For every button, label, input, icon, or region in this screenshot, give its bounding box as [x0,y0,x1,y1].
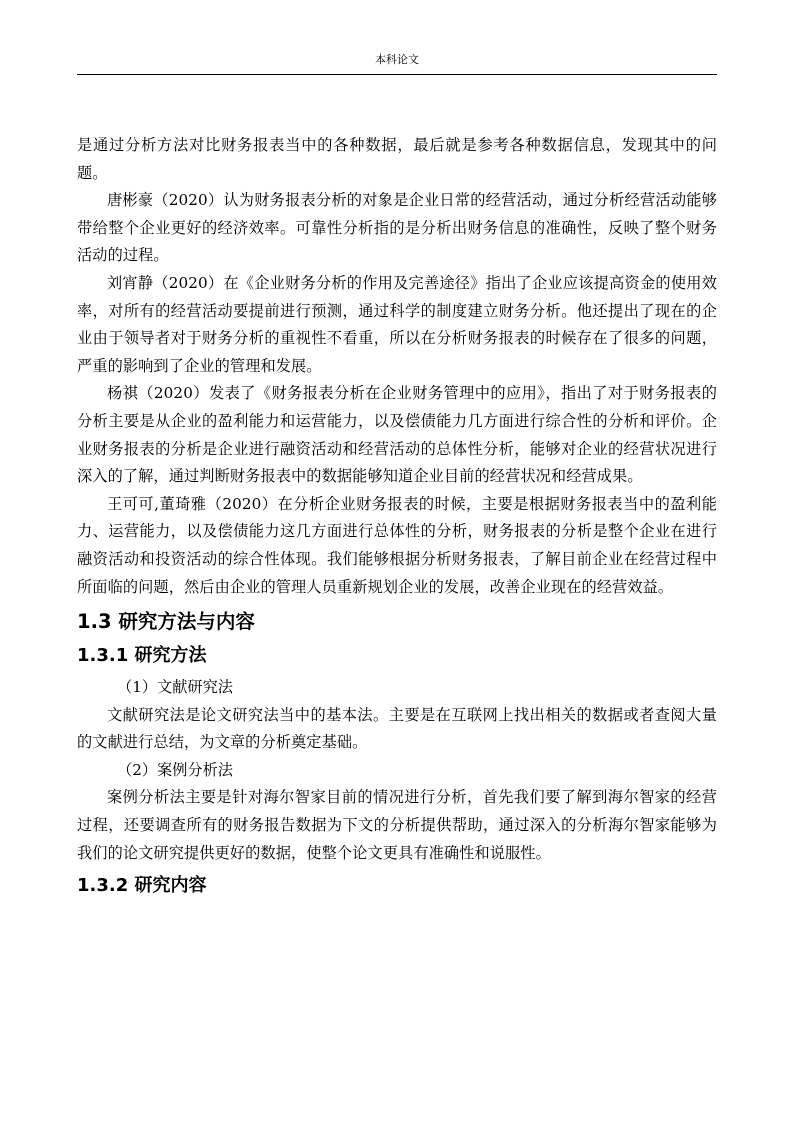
section-heading-1-3: 1.3 研究方法与内容 [77,610,255,634]
paragraph-literature-method: 文献研究法是论文研究法当中的基本法。主要是在互联网上找出相关的数据或者查阅大量的文献进行总结，为文章的分析奠定基础。 [77,705,717,752]
method-item-case: （2）案例分析法 [117,760,233,779]
paragraph-case-method: 案例分析法主要是针对海尔智家目前的情况进行分析，首先我们要了解到海尔智家的经营过程，还要调查所有的财务报告数据为下文的分析提供帮助，通过深入的分析海尔智家能够为我们的论文研究提供更好的数据，使整个论文更具有准确性和说服性。 [77,788,717,862]
paragraph-liu: 刘宵静（2020）在《企业财务分析的作用及完善途径》指出了企业应该提高资金的使用效率，对所有的经营活动要提前进行预测，通过科学的制度建立财务分析。他还提出了现在的企业由于领导者对于财务分析的重视性不看重，所以在分析财务报表的时候存在了很多的问题，严重的影响到了企业的管理和发展。 [77,273,717,375]
paragraph-continuation: 是通过分析方法对比财务报表当中的各种数据，最后就是参考各种数据信息，发现其中的问题。 [77,136,717,182]
page-header [77,52,717,75]
document-body [77,132,717,904]
subsection-heading-1-3-2: 1.3.2 研究内容 [77,875,207,897]
subsection-heading-1-3-1: 1.3.1 研究方法 [77,645,207,667]
method-item-literature: （1）文献研究法 [117,678,233,697]
paragraph-yang: 杨祺（2020）发表了《财务报表分析在企业财务管理中的应用》，指出了对于财务报表的分析主要是从企业的盈利能力和运营能力，以及偿债能力几方面进行综合性的分析和评价。企业财务报表的分析是企业进行融资活动和经营活动的总体性分析，能够对企业的经营状况进行深入的了解，通过判断财务报表中的数据能够知道企业目前的经营状况和经营成果。 [77,384,717,486]
paragraph-tang: 唐彬豪（2020）认为财务报表分析的对象是企业日常的经营活动，通过分析经营活动能够带给整个企业更好的经济效率。可靠性分析指的是分析出财务信息的准确性，反映了整个财务活动的过程。 [77,191,717,265]
paragraph-wang: 王可可,董琦雅（2020）在分析企业财务报表的时候，主要是根据财务报表当中的盈利能力、运营能力，以及偿债能力这几方面进行总体性的分析，财务报表的分析是整个企业在进行融资活动和投资活动的综合性体现。我们能够根据分析财务报表，了解目前企业在经营过程中所面临的问题，然后由企业的管理人员重新规划企业的发展，改善企业现在的经营效益。 [77,494,717,596]
header-title: 本科论文 [375,53,419,66]
